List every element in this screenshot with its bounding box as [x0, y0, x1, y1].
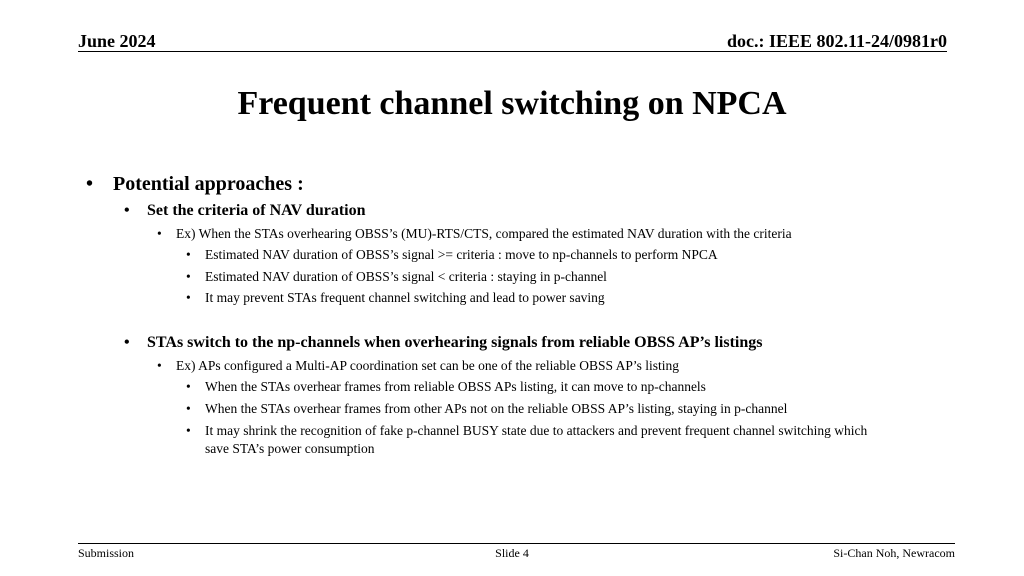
bullet-s2-p1: •: [186, 401, 191, 416]
header-date: June 2024: [78, 31, 156, 51]
header-doc-id: doc.: IEEE 802.11-24/0981r0: [726, 31, 947, 51]
bullet-l1: •: [86, 173, 94, 195]
s2-point: When the STAs overhear frames from other APs not on the reliable OBSS AP’s listing, staying in p-channel: [205, 401, 788, 416]
slide-title: Frequent channel switching on NPCA: [237, 85, 787, 122]
bullet-s1-ex: •: [157, 226, 162, 241]
header-rule: [78, 51, 947, 52]
s1-heading: Set the criteria of NAV duration: [147, 202, 366, 219]
bullet-s2-heading: •: [124, 334, 130, 351]
bullet-s2-p0: •: [186, 379, 191, 394]
bullet-s1-p0: •: [186, 247, 191, 262]
s2-point: When the STAs overhear frames from reliable OBSS APs listing, it can move to np-channels: [205, 379, 706, 394]
bullet-s2-ex: •: [157, 358, 162, 373]
s2-example: Ex) APs configured a Multi-AP coordination set can be one of the reliable OBSS AP’s listing: [176, 358, 680, 373]
bullet-s2-p2: •: [186, 423, 191, 438]
footer-submission: Submission: [78, 546, 135, 560]
s2-point: It may shrink the recognition of fake p-channel BUSY state due to attackers and prevent frequent channel switching which: [205, 423, 868, 438]
bullet-s1-p2: •: [186, 290, 191, 305]
approaches-heading: Potential approaches :: [113, 173, 304, 195]
s2-heading: STAs switch to the np-channels when overhearing signals from reliable OBSS AP’s listings: [147, 334, 763, 351]
s1-point: Estimated NAV duration of OBSS’s signal >= criteria : move to np-channels to perform NPCA: [205, 247, 718, 262]
bullet-s1-heading: •: [124, 202, 130, 219]
s1-point: Estimated NAV duration of OBSS’s signal < criteria : staying in p-channel: [205, 269, 607, 284]
s1-example: Ex) When the STAs overhearing OBSS’s (MU)-RTS/CTS, compared the estimated NAV duration with the criteria: [176, 226, 792, 241]
s2-point-continuation: save STA’s power consumption: [205, 441, 375, 456]
bullet-s1-p1: •: [186, 269, 191, 284]
footer-slide-number: Slide 4: [495, 546, 529, 560]
footer-author: Si-Chan Noh, Newracom: [833, 546, 955, 560]
footer-rule: [78, 543, 955, 544]
s1-point: It may prevent STAs frequent channel switching and lead to power saving: [205, 290, 605, 305]
